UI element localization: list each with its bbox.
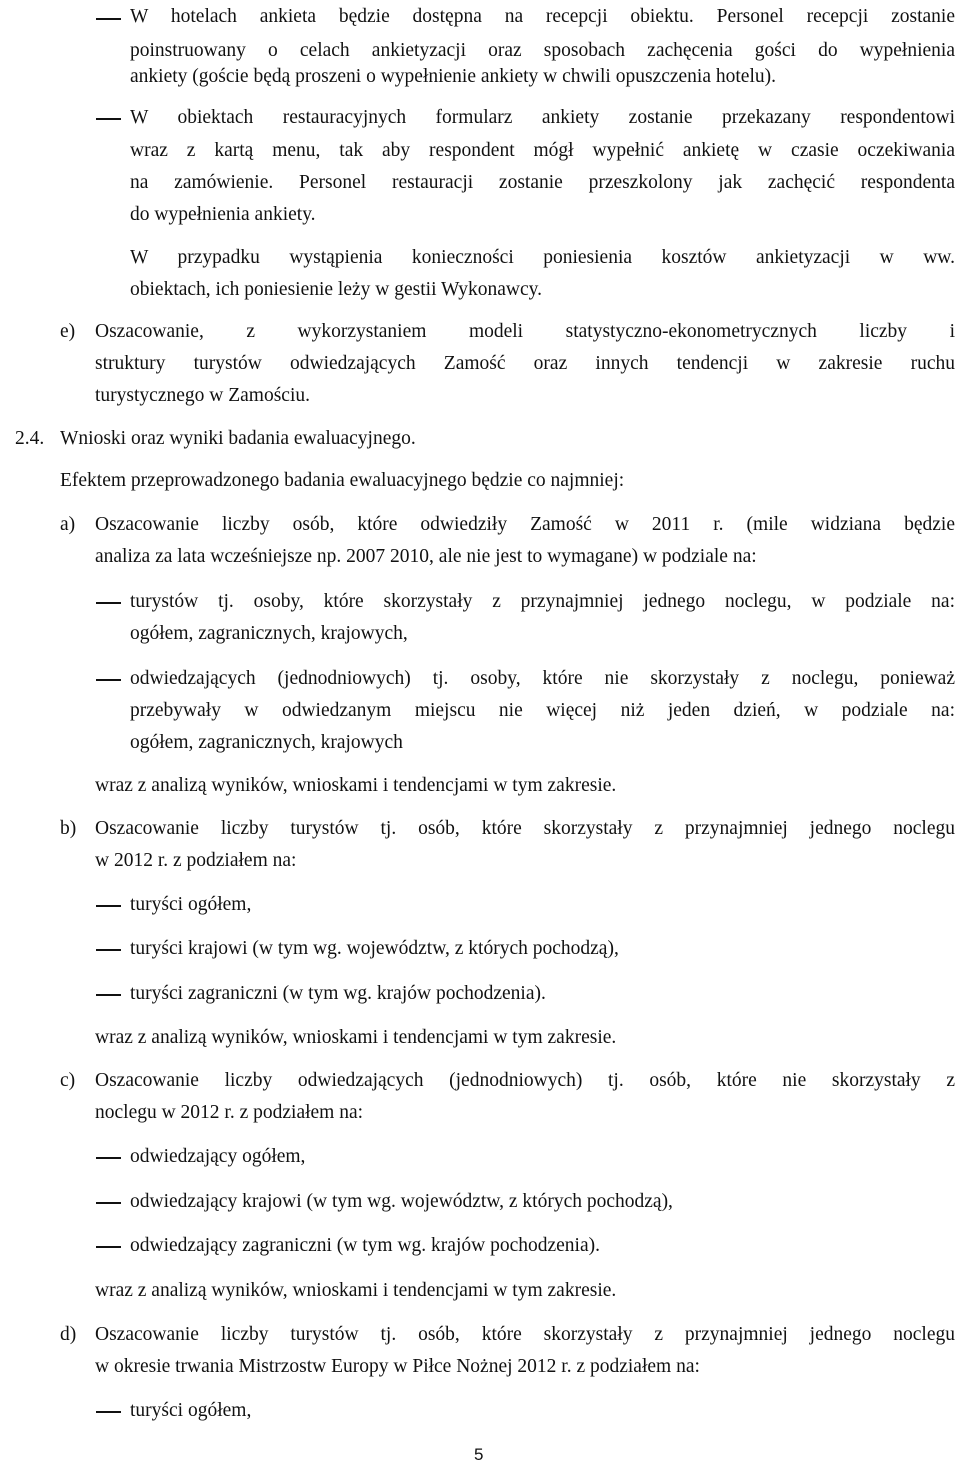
sub-item-line: przebywały w odwiedzanym miejscu nie więcej niż jeden dzień, w podziale na: [130, 700, 955, 721]
bullet-dash [96, 679, 121, 681]
section-title: Wnioski oraz wyniki badania ewaluacyjnego. [60, 428, 416, 449]
section-number: 2.4. [15, 428, 45, 449]
paragraph-line: na zamówienie. Personel restauracji zostanie przeszkolony jak zachęcić respondenta [130, 172, 955, 193]
bullet-dash [96, 1411, 121, 1413]
bullet-dash [96, 118, 121, 120]
paragraph-line: wraz z kartą menu, tak aby respondent mógł wypełnić ankietę w czasie oczekiwania [130, 140, 955, 161]
paragraph-line: Oszacowanie liczby osób, które odwiedziły Zamość w 2011 r. (mile widziana będzie [95, 514, 955, 535]
paragraph-line: W hotelach ankieta będzie dostępna na recepcji obiektu. Personel recepcji zostanie [130, 6, 955, 27]
sub-item-line: ogółem, zagranicznych, krajowych [130, 732, 403, 753]
sub-item-line: turyści krajowi (w tym wg. województw, z których pochodzą), [130, 938, 619, 959]
paragraph-line: W obiektach restauracyjnych formularz ankiety zostanie przekazany respondentowi [130, 107, 955, 128]
paragraph-line: w okresie trwania Mistrzostw Europy w Piłce Nożnej 2012 r. z podziałem na: [95, 1356, 700, 1377]
sub-item-line: turyści ogółem, [130, 1400, 252, 1421]
bullet-dash [96, 949, 121, 951]
sub-item-line: odwiedzający ogółem, [130, 1146, 306, 1167]
paragraph-line: Oszacowanie liczby turystów tj. osób, które skorzystały z przynajmniej jednego noclegu [95, 1324, 955, 1345]
paragraph-line: Oszacowanie, z wykorzystaniem modeli statystyczno-ekonometrycznych liczby i [95, 321, 955, 342]
closing-line: wraz z analizą wyników, wnioskami i tendencjami w tym zakresie. [95, 775, 617, 796]
bullet-dash [96, 602, 121, 604]
list-marker: c) [60, 1070, 76, 1091]
paragraph-line: w 2012 r. z podziałem na: [95, 850, 297, 871]
list-marker: d) [60, 1324, 77, 1345]
bullet-dash [96, 905, 121, 907]
sub-item-line: odwiedzający krajowi (w tym wg. województw, z których pochodzą), [130, 1191, 673, 1212]
bullet-dash [96, 18, 121, 20]
intro-text: Efektem przeprowadzonego badania ewaluacyjnego będzie co najmniej: [60, 470, 625, 491]
paragraph-line: ankiety (goście będą proszeni o wypełnienie ankiety w chwili opuszczenia hotelu). [130, 66, 776, 87]
paragraph-line: analiza za lata wcześniejsze np. 2007 2010, ale nie jest to wymagane) w podziale na: [95, 546, 757, 567]
list-marker: e) [60, 321, 76, 342]
closing-line: wraz z analizą wyników, wnioskami i tendencjami w tym zakresie. [95, 1280, 617, 1301]
paragraph-line: poinstruowany o celach ankietyzacji oraz sposobach zachęcenia gości do wypełnienia [130, 40, 955, 61]
paragraph-line: noclegu w 2012 r. z podziałem na: [95, 1102, 364, 1123]
closing-line: wraz z analizą wyników, wnioskami i tendencjami w tym zakresie. [95, 1027, 617, 1048]
sub-item-line: turystów tj. osoby, które skorzystały z przynajmniej jednego noclegu, w podziale na: [130, 591, 955, 612]
bullet-dash [96, 1202, 121, 1204]
list-marker: a) [60, 514, 76, 535]
paragraph-line: do wypełnienia ankiety. [130, 204, 316, 225]
list-marker: b) [60, 818, 77, 839]
paragraph-line: Oszacowanie liczby turystów tj. osób, które skorzystały z przynajmniej jednego noclegu [95, 818, 955, 839]
sub-item-line: turyści zagraniczni (w tym wg. krajów pochodzenia). [130, 983, 546, 1004]
sub-item-line: turyści ogółem, [130, 894, 252, 915]
page-number: 5 [474, 1445, 484, 1464]
paragraph-line: Oszacowanie liczby odwiedzających (jednodniowych) tj. osób, które nie skorzystały z [95, 1070, 955, 1091]
sub-item-line: odwiedzający zagraniczni (w tym wg. krajów pochodzenia). [130, 1235, 600, 1256]
bullet-dash [96, 1157, 121, 1159]
note-line: obiektach, ich poniesienie leży w gestii Wykonawcy. [130, 279, 542, 300]
paragraph-line: struktury turystów odwiedzających Zamość oraz innych tendencji w zakresie ruchu [95, 353, 955, 374]
sub-item-line: odwiedzających (jednodniowych) tj. osoby, które nie skorzystały z noclegu, ponieważ [130, 668, 955, 689]
bullet-dash [96, 1246, 121, 1248]
note-line: W przypadku wystąpienia konieczności poniesienia kosztów ankietyzacji w ww. [130, 247, 955, 268]
sub-item-line: ogółem, zagranicznych, krajowych, [130, 623, 408, 644]
bullet-dash [96, 994, 121, 996]
paragraph-line: turystycznego w Zamościu. [95, 385, 310, 406]
